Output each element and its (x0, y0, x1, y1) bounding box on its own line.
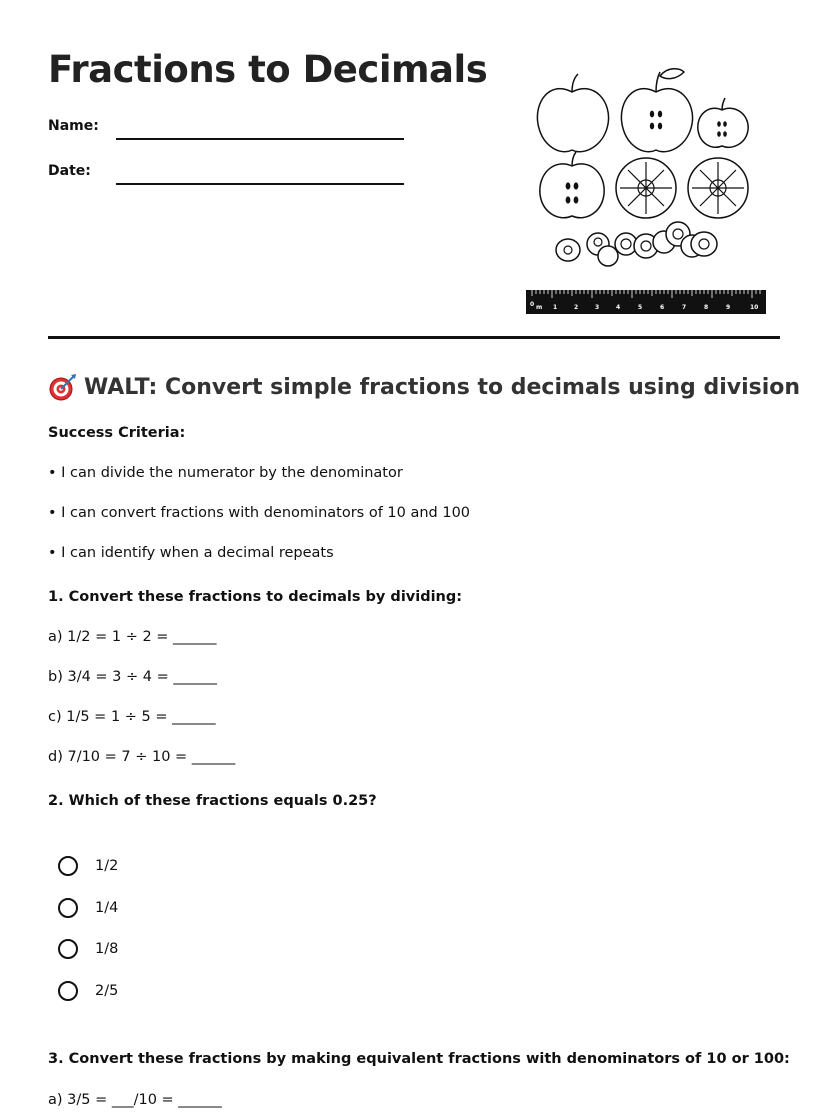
radio-button[interactable] (58, 898, 78, 918)
target-icon (48, 372, 78, 402)
radio-button[interactable] (58, 981, 78, 1001)
walt-text: WALT: Convert simple fractions to decimals using division (84, 374, 801, 400)
page-title: Fractions to Decimals (48, 48, 488, 91)
question-3-item: a) 3/5 = ___/10 = ______ (48, 1092, 222, 1108)
criteria-item: • I can identify when a decimal repeats (48, 545, 334, 561)
ruler-label: 3 (595, 304, 600, 311)
question-1-item: b) 3/4 = 3 ÷ 4 = ______ (48, 669, 217, 685)
ruler-label: 8 (704, 304, 709, 311)
question-2-heading: 2. Which of these fractions equals 0.25? (48, 793, 377, 809)
ruler-label: 5 (638, 304, 643, 311)
option-1-4[interactable] (58, 898, 118, 918)
option-2-5[interactable] (58, 981, 118, 1001)
name-label: Name: (48, 118, 99, 134)
ruler-label: 7 (682, 304, 687, 311)
radio-button[interactable] (58, 939, 78, 959)
criteria-item: • I can divide the numerator by the denominator (48, 465, 403, 481)
ruler-label: 1 (553, 304, 558, 311)
option-label: 1/8 (95, 941, 119, 957)
option-label: 1/4 (95, 900, 119, 916)
success-criteria-heading: Success Criteria: (48, 425, 186, 441)
question-1-item: d) 7/10 = 7 ÷ 10 = ______ (48, 749, 236, 765)
option-label: 2/5 (95, 983, 119, 999)
criteria-item: • I can convert fractions with denominators of 10 and 100 (48, 505, 471, 521)
ruler-label: 4 (616, 304, 621, 311)
question-1-item: c) 1/5 = 1 ÷ 5 = ______ (48, 709, 216, 725)
ruler-label: 2 (574, 304, 579, 311)
question-1-heading: 1. Convert these fractions to decimals by dividing: (48, 589, 463, 605)
ruler-label: m (536, 304, 543, 311)
question-3-heading: 3. Convert these fractions by making equivalent fractions with denominators of 10 or 100: (48, 1051, 790, 1067)
date-label: Date: (48, 163, 91, 179)
ruler-label: 6 (660, 304, 665, 311)
ruler-label: 10 (750, 304, 759, 311)
date-field[interactable] (116, 183, 404, 185)
option-1-8[interactable] (58, 939, 118, 959)
name-field[interactable] (116, 138, 404, 140)
option-1-2[interactable] (58, 856, 118, 876)
apples-and-ruler-illustration (520, 62, 776, 320)
walt-heading (48, 372, 800, 402)
section-divider (48, 336, 780, 339)
ruler-label: 9 (726, 304, 731, 311)
option-label: 1/2 (95, 858, 119, 874)
ruler-label: 0 (530, 301, 535, 308)
radio-button[interactable] (58, 856, 78, 876)
question-1-item: a) 1/2 = 1 ÷ 2 = ______ (48, 629, 217, 645)
